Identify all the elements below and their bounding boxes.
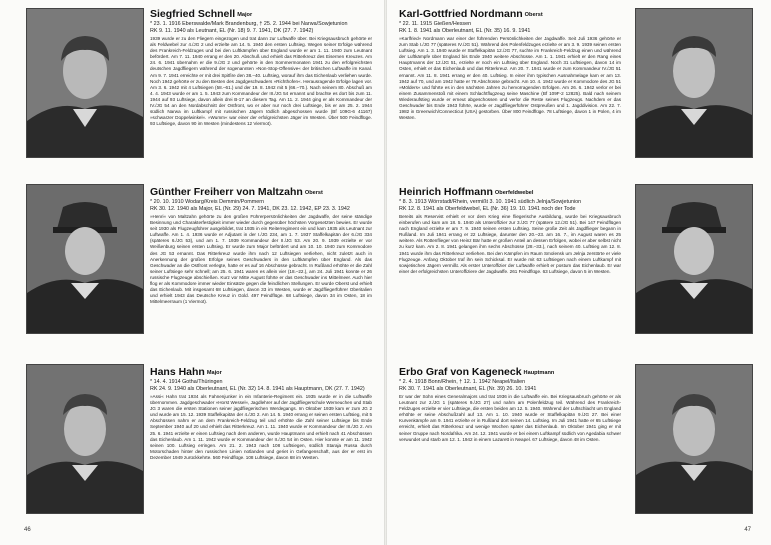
biography-paragraph: Er war der Sohn eines Generalmajors und trat 1936 in die Luftwaffe ein. Bei Kriegsausbruch gehörte er als Leutnant zur 2./JG 1 (späteres 9./JG 27) und nahm am Polenfeldzug teil. Während des Frankreich-Feldzuges erzielte er vier Luftsiege, die ersten beiden am 12. 5. 1940. Während der Luftschlacht um England erhöhte er seine Abschußzahl auf 13. Am 1. 10. 1940 wurde er Staffelkapitän 9./JG 27. Bei einer Kurvenkämpfe am 9. 1941 erzielte er in Rußland dort seinen 14. Luftsieg. Im Juli 1941 hatte er 65 Luftsiege erreicht, erhielt das Ritterkreuz und wenige Wochen später das Eichenlaub. Im Oktober 1941 ging er mit seiner Gruppe nach Nordafrika. Am 24. 12. 1941 wurde er bei einem Luftkampf südlich von Agedabia schwer verwundet und starb am 12. 1. 1942 in einem Lazarett in Neapel. 67 Luftsiege, davon 48 im Osten. — [399, 394, 621, 442]
person-name — [150, 186, 323, 199]
biography-paragraph: Bereits als Reservist erhielt er vor dem Krieg eine fliegerische Ausbildung, wurde bei Kriegsausbruch einberufen und kam am 18. 5. 1940 als Unteroffizier zur 3./JG 77 (spätere 12./JG 51). Bei 147 Feindflügen nach England erzielte er am 7. 9. 1940 seinen ersten Luftsieg. Seine große Zeit als Jagdflieger begann in Rußland. Im Juli 1941 errang er 22 Luftsiege, darunter den 20.–23. am 16. 7., im August waren es 25 weitere. Als Rottenflieger von Heinz Bär hatte er großen Anteil an dessen Erfolgen, wobei er aber selbst nicht zu kurz kam. Am 2. 8. 1941 gelangen ihm sechs Abschüsse (28.–33.), nach seinem 40. Luftsieg am 12. 8. 1941 wurde ihm das Ritterkreuz verliehen. Bei den Kämpfen im Raum Smolensk um Jelnja zerstörte er viele Flugzeuge. Anfang Oktober traf ihn sein Schicksal. Er wurde mit 63 Luftsiegen nach einem Luftkampf mit sowjetischen Jägern vermißt. Als erster Unteroffizier der Luftwaffe erhielt er postum das Eichenlaub. Er war einer der erfolgreichsten Unteroffiziere der Jagdwaffe. 261 Feindflüge. 63 Luftsiege, davon 5 im Westen. — [399, 214, 621, 274]
person-name-text: Heinrich Hoffmann — [399, 186, 493, 198]
person-name-text: Erbo Graf von Kageneck — [399, 366, 522, 378]
person-name — [150, 8, 252, 21]
left-page — [0, 0, 384, 545]
person-name-text: Günther Freiherr von Maltzahn — [150, 186, 303, 198]
biography-entry — [0, 362, 384, 545]
biography-entry — [0, 182, 384, 362]
person-name-text: Karl-Gottfried Nordmann — [399, 8, 523, 20]
biography-text — [150, 214, 372, 360]
rank-label: Oberst — [524, 12, 543, 18]
page-number: 46 — [24, 527, 31, 533]
biography-entry — [387, 0, 771, 182]
person-name — [150, 366, 222, 379]
biography-entry — [387, 182, 771, 362]
biography-entry — [0, 0, 384, 182]
portrait-photo — [26, 8, 144, 158]
biography-entry — [387, 362, 771, 545]
birth-and-awards: * 22. 11. 1915 Gießen/Hessen RK 1. 8. 1941 als Oberleutnant, EL (Nr. 35) 16. 9. 1941 — [399, 21, 531, 34]
biography-paragraph: »Karlfried« Nordmann war einer der führenden Persönlichkeiten der Jagdwaffe. Seit Juli 1936 gehörte er zum Stab I./JG 77 (späteres IV./JG 51). Während des Polenfeldzuges erzielte er am 3. 9. 1939 seinen ersten Luftsieg. Am 1. 3. 1940 wurde er Staffelkapitän 12./JG 77, suchte im Frankreich-Feldzug einen und während der Luftkämpfe über England bis Ende 1940 weitere Abschüsse. Am 1. 1. 1941 erhielt er den Rang eines Hauptmanns der 12./JG 51, erzielte er noch ein Luftsieg über England. Noch 31 Luftsiegen, davon 14 im Osten, erhielt er das Eichenlaub und das Ritterkreuz. Am 20. 7. 1941 wurde er zum Kommandeur IV./JG 51 ernannt. Am 11. 8. 1941 errang er den 40. Luftsieg. In einer ihm typischen Ausnahmelage kam er am 13. 1942 auf 70, und am 1942 hatte er 78 Abschüsse gebracht. Am 10. 4. 1942 wurde er Kommodore des JG 51 »Mölders« und führte es in den nächsten Jahren zu hervorragenden Erfolgen. Am 26. 6. 1942 verlor er bei einem Zusammenstoß mit einem Schlachtflugzeug seine Maschine (Bf 109F-2 12825). Bald nach seinem Wiederaufstieg wurde er erneut abgeschossen und verlor die Reste seines Flugzeugs. Nachdem er das Geschwader bis Ende 1943 führte, wurde er Jagdfliegerführer Ostpreußen und 1. Jagddivision. Am 22. 7. 1982 in Greenwich/Connecticut (USA) gestorben. Über 800 Feindflüge. 78 Luftsiege, davon 1 in Polen, 4 im Westen. — [399, 36, 621, 121]
rank-label: Oberfeldwebel — [494, 190, 534, 196]
biography-text — [399, 36, 621, 178]
person-name — [399, 366, 554, 379]
right-page — [387, 0, 771, 545]
portrait-photo — [635, 184, 753, 334]
portrait-photo — [635, 364, 753, 514]
person-name-text: Siegfried Schnell — [150, 8, 236, 20]
birth-and-awards: * 8. 3. 1913 Wörrstadt/Rhein, vermißt 3. 10. 1941 südlich Jelnja/Sowjetunion RK 12. 8. 1941 als Oberfeldwebel, EL (Nr. 36) 19. 10. 1941 noch der Tode — [399, 199, 582, 212]
person-name-text: Hans Hahn — [150, 366, 205, 378]
birth-and-awards: * 14. 4. 1914 Gotha/Thüringen RK 24. 9. 1940 als Oberleutnant, EL (Nr. 32) 14. 8. 1941 als Hauptmann, DK (27. 7. 1942) — [150, 379, 365, 392]
portrait-photo — [26, 364, 144, 514]
portrait-photo — [26, 184, 144, 334]
rank-label: Hauptmann — [523, 370, 555, 376]
birth-and-awards: * 23. 1. 1916 Eberswalde/Mark Brandenburg, † 25. 2. 1944 bei Narwa/Sowjetunion RK 9. 11. 1940 als Leutnant, EL (Nr. 18) 9. 7. 1941, DK (27. 7. 1942) — [150, 21, 348, 34]
rank-label: Oberst — [304, 190, 323, 196]
portrait-photo — [635, 8, 753, 158]
page-number: 47 — [744, 527, 751, 533]
rank-label: Major — [237, 12, 253, 18]
person-name — [399, 8, 543, 21]
biography-text — [150, 36, 372, 178]
biography-text — [399, 214, 621, 360]
birth-and-awards: * 20. 10. 1910 Wodarg/Kreis Demmin/Pommern RK 30. 12. 1940 als Major, EL (Nr. 29) 24. 7. 1941, DK 23. 12. 1942, EP 23. 3. 1942 — [150, 199, 350, 212]
biography-text — [150, 394, 372, 526]
person-name — [399, 186, 533, 199]
biography-paragraph: 1939 wurde er zu den Fliegern eingezogen und trat dann zur Luftwaffe über. Bei Kriegsausbruch gehörte er als Feldwebel zur 4./JG 2 und erzielte am 14. 5. 1940 den ersten Luftsieg. Wegen seiner Erfolge während des Frankreich-Feldzuges und bei den Luftkämpfen über England wurde er am 1. 11. 1940 zum Leutnant befördert. Am 7. 11. 1940 errang er den 20. Abschuß und erhielt das Ritterkreuz des Eisernen Kreuzes. Am 24. 6. 1941 übernahm er die 9./JG 2 und gehörte in den Sommermonaten 1941 zu den erfolgreichsten deutschen Jagdfliegern während der sogenannten »Non-Stop-Offensive« der britischen Luftwaffe im Kanal. Am 9. 7. 1941 erreichte er mit drei Spitfire den 38.–40. Luftsieg, worauf ihm das Eichenlaub verliehen wurde. Noch 1942 gehörte er zu den Besten des Jagdgeschwaders »Richthofen«. Herausragende Erfolge lagen vor. Am 3. 6. 1942 mit 4 Luftsiegen (58.–61.) und der 19. 8. 1942 mit 5 (66.–70.). Nach seinem 80. Abschuß am 4. 4. 1943 wurde er am 1. 5. 1943 zum Kommandeur der III./JG 54 ernannt und brachte es dort bis zum 11. 1944 auf 93 Luftsiege, davon allein drei B-17 an diesem Tag. Am 11. 2. 1944 ging er als Kommandeur der IV./JG 54 an den Nordabschnitt der Ostfront, wo er aber nur noch drei Luftsiege, bis er am 25. 2. 1944 südlich Narwa im Luftkampf mit russischen Jägern tödlich abgeschossen wurde (Bf 109G-6 41167) »schwarzer Doppelwinkel«. »Wumm« war einer der erfolgreichsten Jäger im Westen. Über 500 Feindflüge. 93 Luftsiege, davon 90 im Westen (mindestens 12 Viermot). — [150, 36, 372, 127]
biography-paragraph: »Henri« von Maltzahn gehörte zu den großen Führerpersönlichkeiten der Jagdwaffe, der seine ständige Besinnung und Charakterfestigkeit immer wieder durch gegenüber höchsten Vorgesetzten bewies. Er wurde seit 1930 als Flugzeugführer ausgebildet, trat 1935 in ein Reiterregiment ein und kam 1935 als Leutnant zur Luftwaffe. Am 1. 4. 1936 wurde er Adjutant in der I./JG 234, am 1. 7. 1937 Staffelkapitän der 6./JG 334 (späteres 6./JG 53), und am 1. 7. 1939 Kommandeur der II./JG 53. Am 20. 9. 1939 erzielte er vor Weißenburg seinen ersten Luftsieg. Er wurde zum Major befördert und am 10. 10. 1940 zum Kommodore des JG 53 ernannt. Das Ritterkreuz wurde ihm nach 12 Luftsiegen verliehen, nicht zuletzt auch in Anerkennung der großen Erfolge seines Geschwaders in den Luftkämpfen über England. Als das Geschwader an die Ostfront verlegte, hatte er es auf 16 Abschüsse gebracht. In Rußland erhöhte er die Zahl seiner Luftsiege sehr schnell; am 25. 6. 1941 waren es allein vier (18.–22.), am 24. Juli 1941 konnte er 26 russische Flugzeuge abschießen. Kurz vor Mitte August führte er das Geschwader ins Mittelmeer. Auch hier flog er als Kommodore immer wieder Einsätze gegen die feindlichen Stellungen. Er wurde Oberst und erhielt das Eichenlaub. Mit insgesamt 68 Luftsiegen, davon 33 im Westen, wurde er Jagdfliegerführer Oberitalien und erhielt 1943 das Deutsche Kreuz in Gold. 497 Feindflüge. 68 Luftsiege, davon 34 im Osten, 18 im Mittelmeerraum (1 Viermot). — [150, 214, 372, 305]
birth-and-awards: * 2. 4. 1918 Bonn/Rhein, † 12. 1. 1942 Neapel/Italien RK 30. 7. 1941 als Oberleutnant, EL (Nr. 39) 26. 10. 1941 — [399, 379, 537, 392]
biography-paragraph: »Assi« Hahn trat 1934 als Fahnenjunker in ein Infanterie-Regiment ein. 1935 wurde er in die Luftwaffe übernommen. Jagdgeschwader »Horst Wessel«, Jagdlehrer auf der Jagdfliegerschule Werneuchen und Stab JG 3 waren die ersten Stationen seiner jagdfliegerischen Werdegangs. Im Oktober 1939 kam er zum JG 2 und wurde am 15. 12. 1939 Staffelkapitän der 4./JG 2. Am 14. 5. 1940 errang er seinen ersten Luftsieg, mit 5 Abschüssen nahm er an dem Frankreich-Feldzug teil und erhöhte die Zahl seiner Luftsiege bis Ende September 1940 auf 20 und erhielt das Ritterkreuz. Am 1. 11. 1940 wurde er Kommandeur der III./JG 2. Am 25. 6. 1941 erzielte er einen Luftsieg nach dem anderen, wurde Hauptmann und erhielt nach 41 Abschüssen das Eichenlaub. Am 1. 11. 1942 wurde er Kommandeur der II./JG 54 im Osten. Hier konnte er am 11. 1942 seinen 100. Luftsieg erringen. Am 21. 2. 1943 nach 108 Luftsiegen, südlich Staraja Russa durch Motorschaden hinter den russischen Linien notlanden und geriet in Gefangenschaft, aus der er erst im Dezember 1949 zurückkehrte. 560 Feindflüge. 108 Luftsiege, davon 68 im Westen. — [150, 394, 372, 460]
biography-text — [399, 394, 621, 526]
rank-label: Major — [206, 370, 222, 376]
